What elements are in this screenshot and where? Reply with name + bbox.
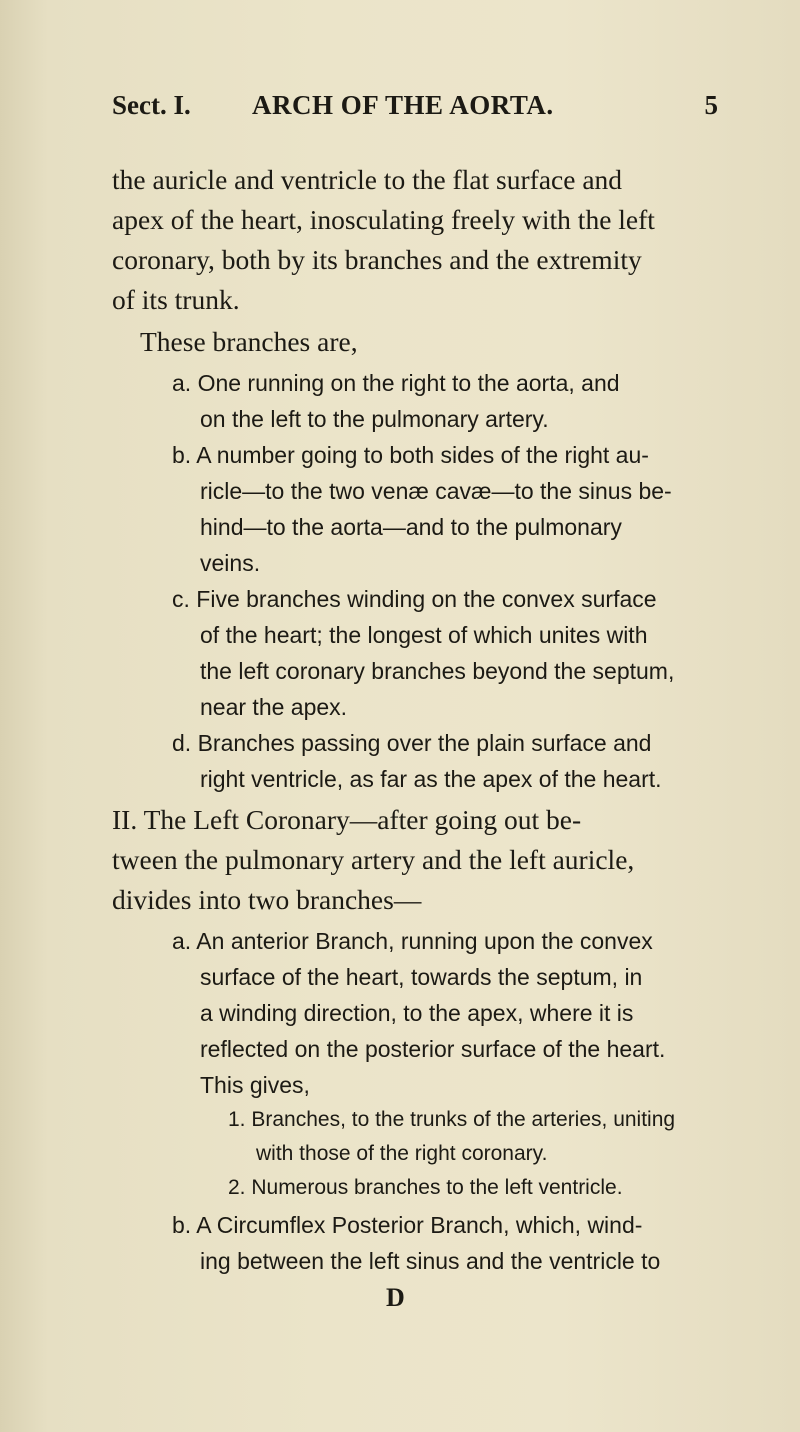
list-item-line: b. A Circumflex Posterior Branch, which, wind-	[172, 1212, 643, 1238]
running-title: ARCH OF THE AORTA.	[252, 90, 554, 120]
list-item-line: reflected on the posterior surface of the heart.	[200, 1036, 666, 1062]
list-item-line: the left coronary branches beyond the septum,	[200, 658, 675, 684]
catchword: D	[386, 1283, 405, 1312]
text-line: the auricle and ventricle to the flat surface and	[112, 164, 623, 195]
list-item-line: d. Branches passing over the plain surface and	[172, 730, 652, 756]
list-item-line: right ventricle, as far as the apex of the heart.	[200, 766, 662, 792]
list-item-line: on the left to the pulmonary artery.	[200, 406, 549, 432]
list-item-line: of the heart; the longest of which unites with	[200, 622, 648, 648]
text-line: coronary, both by its branches and the extremity	[112, 244, 642, 275]
section-label: Sect. I.	[112, 90, 191, 120]
sub-list-item-line: 1. Branches, to the trunks of the arteries, uniting	[228, 1108, 676, 1131]
page-number: 5	[704, 90, 718, 120]
text-line: divides into two branches—	[112, 884, 422, 915]
text-line: These branches are,	[140, 326, 358, 357]
text-line: apex of the heart, inosculating freely with the left	[112, 204, 655, 235]
list-item-line: ricle—to the two venæ cavæ—to the sinus be-	[200, 478, 672, 504]
list-item-line: a. An anterior Branch, running upon the convex	[172, 928, 653, 954]
list-item-line: a winding direction, to the apex, where it is	[200, 1000, 634, 1026]
list-item-line: hind—to the aorta—and to the pulmonary	[200, 514, 622, 540]
list-item-line: near the apex.	[200, 694, 348, 720]
list-item-line: c. Five branches winding on the convex surface	[172, 586, 657, 612]
list-item-line: ing between the left sinus and the ventricle to	[200, 1248, 661, 1274]
text-line: II. The Left Coronary—after going out be-	[112, 804, 582, 835]
list-item-line: This gives,	[200, 1072, 310, 1098]
list-item-line: surface of the heart, towards the septum, in	[200, 964, 643, 990]
sub-list-item-line: with those of the right coronary.	[256, 1142, 548, 1165]
list-item-line: veins.	[200, 550, 261, 576]
text-line: of its trunk.	[112, 284, 240, 315]
list-item-line: b. A number going to both sides of the right au-	[172, 442, 649, 468]
list-item-line: a. One running on the right to the aorta, and	[172, 370, 620, 396]
running-header	[112, 90, 718, 130]
text-line: tween the pulmonary artery and the left auricle,	[112, 844, 635, 875]
sub-list-item-line: 2. Numerous branches to the left ventricle.	[228, 1176, 623, 1199]
